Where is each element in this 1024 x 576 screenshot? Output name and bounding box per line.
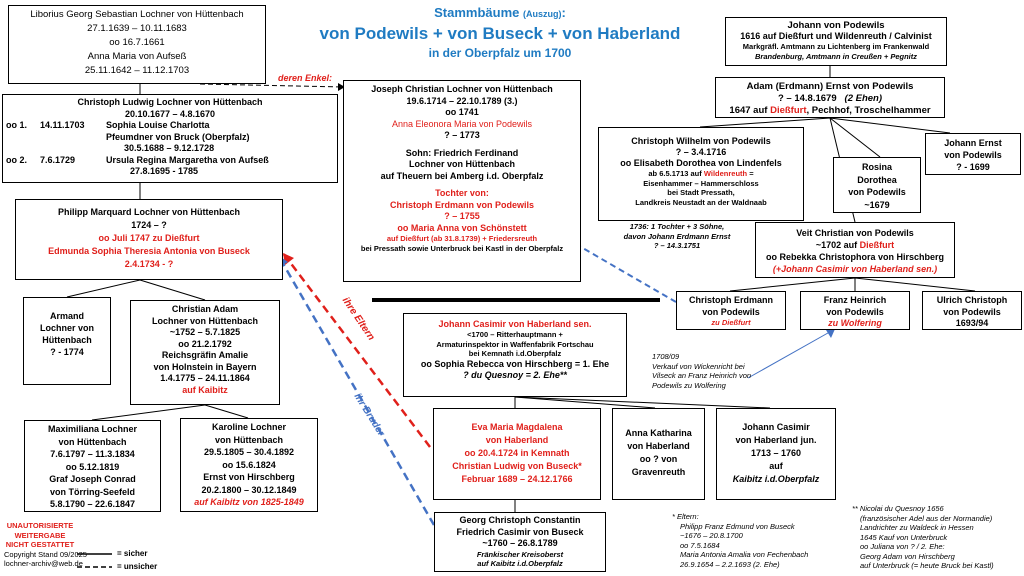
christian-adam-spouse-dates: 1.4.1775 – 24.11.1864 (160, 373, 250, 383)
m2-spouse: Ursula Regina Margaretha von Aufseß (106, 154, 269, 165)
karoline-marriage: oo 15.6.1824 (222, 459, 276, 470)
johann-podewils-seat: 1616 auf Dießfurt und Wildenreuth / Calvinist (740, 31, 932, 41)
karoline-spouse-dates: 20.2.1800 – 30.12.1849 (201, 484, 297, 495)
cw-seat-desc2: bei Stadt Pressath, (667, 188, 735, 197)
joseph-daughter-of: Tochter von: (435, 188, 489, 198)
johann-podewils-office2: Brandenburg, Amtmann in Creußen + Pegnitz (754, 51, 918, 61)
note-ts-2: davon Johann Erdmann Ernst (623, 231, 731, 241)
ce-line1: Christoph Erdmann (688, 295, 773, 305)
note-verkauf (652, 352, 751, 390)
christoph-ludwig-name: Christoph Ludwig Lochner von Hüttenbach (77, 97, 263, 107)
eva-line2: von Haberland (485, 435, 549, 445)
liborius-spouse-dates: 25.11.1642 – 11.12.1703 (84, 65, 190, 76)
box-christian-adam (130, 300, 280, 405)
christian-adam-spouse: Reichsgräfin Amalie (161, 350, 249, 360)
rosina-line3: von Podewils (848, 187, 906, 197)
karoline-seat: auf Kaibitz von 1825-1849 (194, 497, 304, 507)
joseph-dates: 19.6.1714 – 22.10.1789 (3.) (406, 95, 518, 106)
title-line1: Stammbäume (434, 5, 520, 20)
note-ts-3: ? – 14.3.1751 (653, 241, 701, 250)
line-adam-johannernst (830, 118, 950, 133)
box-joseph-christian (343, 80, 581, 282)
line-casimir-jun (515, 397, 770, 408)
note-nicolai (852, 504, 994, 571)
uc-line1: Ulrich Christoph (936, 295, 1008, 305)
johann-podewils-name: Johann von Podewils (787, 20, 885, 31)
cw-seat-eq: = (747, 169, 754, 178)
veit-name: Veit Christian von Podewils (796, 228, 914, 238)
box-johann-podewils (725, 17, 947, 66)
line-adam-christophw (700, 118, 830, 127)
note-eltern-2: Philipp Franz Edmund von Buseck (680, 521, 795, 531)
christoph-ludwig-dates: 20.10.1677 – 4.8.1670 (124, 108, 216, 119)
copyright-2: WEITERGABE (14, 530, 66, 540)
johann-ernst-dates: ? - 1699 (956, 162, 990, 172)
line-deren-enkel (200, 84, 345, 87)
adam-name: Adam (Erdmann) Ernst von Podewils (746, 81, 914, 92)
ak-spouse: Gravenreuth (631, 467, 686, 477)
ak-marriage: oo ? von (639, 454, 678, 464)
christian-adam-line2: Lochner von Hüttenbach (151, 315, 258, 326)
joseph-seat-note2: bei Pressath sowie Unterbruck bei Kastl in der Oberpfalz (360, 243, 564, 253)
fh-seat: zu Wolfering (828, 318, 882, 328)
note-nicolai-7: auf Unterbruck (= heute Bruck bei Kastl) (860, 561, 994, 570)
karoline-dates: 29.5.1805 – 30.4.1892 (203, 447, 295, 457)
maximiliana-line1: Maximiliana Lochner (47, 424, 138, 434)
note-eltern (672, 512, 808, 569)
maximiliana-spouse: Graf Joseph Conrad (49, 474, 136, 484)
cw-dates: ? – 3.4.1716 (675, 147, 727, 157)
note-nicolai-1: ** Nicolai du Quesnoy 1656 (852, 504, 944, 513)
jcj-line1: Johann Casimir (742, 422, 810, 432)
line-veit-christophe (730, 278, 855, 291)
gc-line2: Friedrich Casimir von Buseck (456, 526, 584, 537)
cw-seat-label: ab 6.5.1713 auf (648, 169, 702, 178)
title-colon: : (561, 5, 566, 20)
christian-adam-spouse2: von Holnstein in Bayern (153, 361, 257, 372)
liborius-marriage: oo 16.7.1661 (109, 37, 165, 48)
m1-dates: 30.5.1688 – 9.12.1728 (124, 143, 215, 153)
line-philipp-christian (140, 280, 205, 300)
karoline-spouse: Ernst von Hirschberg (203, 472, 295, 482)
joseph-father-in-law: Christoph Erdmann von Podewils (389, 199, 534, 210)
adam-year: 1647 auf (729, 105, 768, 116)
eva-marriage: oo 20.4.1724 in Kemnath (464, 448, 570, 458)
fh-line1: Franz Heinrich (823, 295, 887, 305)
note-verkauf-4: Podewils zu Wolfering (652, 380, 726, 390)
m1-label: oo 1. (6, 120, 28, 130)
note-ts-1: 1736: 1 Tochter + 3 Söhne, (629, 222, 725, 231)
note-eltern-3: ~1676 – 20.8.1700 (680, 531, 743, 540)
title-line2: von Podewils + von Buseck + von Haberland (319, 24, 681, 43)
box-johann-casimir-jun (716, 408, 836, 500)
cw-name: Christoph Wilhelm von Podewils (631, 136, 771, 146)
copyright-3: NICHT GESTATTET (5, 540, 75, 549)
title-line1-small: (Auszug) (523, 9, 562, 19)
veit-spouse-note: (+Johann Casimir von Haberland sen.) (772, 264, 938, 274)
eva-spouse-dates: Februar 1689 – 24.12.1766 (461, 474, 573, 484)
maximiliana-spouse2: von Törring-Seefeld (49, 486, 135, 497)
jcs-marriage2: ? du Quesnoy = 2. Ehe** (463, 369, 567, 380)
note-nicolai-6: Georg Adam von Hirschberg (860, 551, 955, 561)
jcs-office: <1700 – Ritterhauptmann + (467, 330, 563, 339)
adam-seats-more: , Pechhof, Troschelhammer (806, 105, 931, 116)
joseph-mother-in-law: oo Maria Anna von Schönstett (397, 222, 527, 233)
eva-line1: Eva Maria Magdalena (471, 422, 563, 432)
m1-spouse2: Pfeumdner von Bruck (Oberpfalz) (106, 131, 250, 142)
box-franz-heinrich (800, 291, 910, 330)
johann-ernst-line1: Johann Ernst (944, 138, 1002, 148)
note-tochter-soehne (606, 222, 748, 251)
ce-seat: zu Dießfurt (711, 318, 751, 327)
ce-line2: von Podewils (702, 306, 760, 317)
note-nicolai-2: (französischer Adel aus der Normandie) (860, 513, 993, 523)
philipp-marriage: oo Juli 1747 zu Dießfurt (98, 233, 200, 243)
philipp-dates: 1724 – ? (131, 220, 167, 230)
gc-office: Fränkischer Kreisoberst (476, 549, 564, 559)
joseph-spouse: Anna Eleonora Maria von Podewils (391, 118, 533, 129)
box-philipp (15, 199, 283, 280)
box-maximiliana (24, 420, 161, 512)
copyright-4: Copyright Stand 09/2025 (4, 549, 87, 559)
ak-line1: Anna Katharina (625, 428, 692, 438)
jcj-line2: von Haberland jun. (735, 435, 817, 445)
legend-sicher: = sicher (117, 549, 148, 558)
box-georg-christoph (434, 512, 606, 572)
liborius-spouse: Anna Maria von Aufseß (87, 51, 187, 62)
label-deren-enkel: deren Enkel: (278, 73, 333, 83)
liborius-dates: 27.1.1639 – 10.11.1683 (87, 23, 187, 34)
rosina-line2: Dorothea (857, 174, 897, 185)
box-rosina (833, 157, 921, 213)
line-verkauf (748, 329, 835, 378)
jcj-dates: 1713 – 1760 (750, 448, 802, 458)
label-ihr-bruder: ihr Bruder (351, 391, 387, 439)
box-adam-ernst (715, 77, 945, 118)
christian-adam-marriage: oo 21.2.1792 (178, 338, 232, 349)
note-verkauf-3: Vilseck an Franz Heinrich von (652, 371, 752, 380)
copyright-1: UNAUTORISIERTE (6, 521, 74, 530)
m2-label: oo 2. (6, 154, 28, 165)
box-johann-casimir-sen (403, 313, 627, 397)
adam-seat: Dießfurt (770, 105, 807, 116)
adam-dates: ? – 14.8.1679 (777, 93, 837, 104)
gc-seat: auf Kaibitz i.d.Oberpfalz (477, 559, 563, 568)
christian-adam-seat: auf Kaibitz (182, 384, 228, 395)
cw-seat-desc3: Landkreis Neustadt an der Waldnaab (635, 197, 767, 207)
maximiliana-line2: von Hüttenbach (58, 436, 127, 447)
eva-spouse: Christian Ludwig von Buseck* (452, 461, 582, 471)
fh-line2: von Podewils (826, 306, 884, 317)
gc-line1: Georg Christoph Constantin (459, 515, 581, 525)
box-christoph-erdmann (676, 291, 786, 330)
joseph-name: Joseph Christian Lochner von Hüttenbach (371, 84, 553, 94)
note-eltern-6: 26.9.1654 – 2.2.1693 (2. Ehe) (680, 559, 780, 569)
maximiliana-marriage: oo 5.12.1819 (65, 461, 120, 472)
johann-podewils-office: Markgräfl. Amtmann zu Lichtenberg im Frankenwald (742, 42, 930, 51)
philipp-name: Philipp Marquard Lochner von Hüttenbach (57, 207, 240, 217)
box-armand (23, 297, 111, 385)
armand-line2: Lochner von (39, 323, 94, 333)
cw-seat-desc: Eisenhammer – Hammerschloss (643, 178, 759, 188)
note-eltern-1: * Eltern: (672, 512, 699, 521)
box-christoph-wilhelm (598, 127, 804, 221)
rosina-line1: Rosina (861, 162, 892, 172)
label-ihre-eltern: ihre Eltern (339, 295, 377, 343)
note-nicolai-5: oo Juliana von ? / 2. Ehe: (860, 542, 945, 551)
jcj-seat: Kaibitz i.d.Oberpfalz (732, 474, 820, 484)
title-line3: in der Oberpfalz um 1700 (428, 46, 572, 60)
line-veit-ulrich (855, 278, 975, 291)
karoline-line2: von Hüttenbach (214, 434, 283, 445)
gc-dates: ~1760 – 26.8.1789 (482, 538, 558, 548)
box-eva-maria (433, 408, 601, 500)
joseph-seat-note: auf Dießfurt (ab 31.8.1739) + Friedersreuth (386, 234, 538, 243)
joseph-marriage: oo 1741 (445, 107, 479, 117)
philipp-spouse-dates: 2.4.1734 - ? (124, 259, 174, 269)
jcs-name: Johann Casimir von Haberland sen. (438, 319, 592, 329)
philipp-spouse: Edmunda Sophia Theresia Antonia von Buseck (48, 246, 250, 256)
jcj-auf: auf (769, 461, 783, 471)
copyright-5: lochner-archiv@web.de (4, 559, 83, 568)
joseph-son-seat: auf Theuern bei Amberg i.d. Oberpfalz (380, 170, 544, 181)
note-eltern-5: Maria Antonia Amalia von Fechenbach (680, 550, 809, 559)
cw-seat: Wildenreuth (703, 169, 748, 178)
johann-ernst-line2: von Podewils (944, 150, 1002, 160)
note-verkauf-1: 1708/09 (652, 352, 680, 361)
m2-dates: 27.8.1695 - 1785 (130, 166, 199, 176)
veit-spouse: oo Rebekka Christophora von Hirschberg (765, 252, 945, 262)
line-philipp-armand (67, 280, 140, 297)
joseph-spouse-dates: ? – 1773 (444, 130, 480, 140)
m2-date: 7.6.1729 (40, 154, 76, 165)
adam-marriages: (2 Ehen) (844, 93, 883, 104)
m1-spouse: Sophia Louise Charlotta (106, 120, 210, 130)
joseph-father-in-law-dates: ? – 1755 (444, 211, 480, 221)
box-ulrich-christoph (922, 291, 1022, 330)
ak-line2: von Haberland (627, 441, 690, 451)
christian-adam-line1: Christian Adam (171, 304, 239, 314)
armand-line1: Armand (49, 311, 84, 321)
rosina-dates: ~1679 (864, 199, 890, 210)
box-anna-katharina (612, 408, 705, 500)
legend-unsicher: = unsicher (117, 562, 158, 571)
note-nicolai-4: 1645 Kauf von Unterbruck (860, 532, 948, 542)
veit-dates: ~1702 auf (815, 240, 858, 250)
jcs-office2: Armaturinspektor in Waffenfabrik Fortschau (436, 339, 594, 349)
veit-seat: Dießfurt (859, 240, 895, 250)
copyright-block (4, 521, 87, 569)
box-veit-christian (755, 222, 955, 278)
note-verkauf-2: Verkauf von Wickenricht bei (652, 361, 745, 371)
uc-line2: von Podewils (943, 306, 1001, 317)
maximiliana-spouse-dates: 5.8.1790 – 22.6.1847 (49, 499, 136, 509)
box-christoph-ludwig (2, 94, 338, 183)
jcs-office3: bei Kemnath i.d.Oberpfalz (468, 349, 562, 358)
box-liborius (8, 5, 266, 84)
box-karoline (180, 418, 318, 512)
armand-line3: Hüttenbach (42, 335, 92, 345)
joseph-son-name: Lochner von Hüttenbach (408, 159, 515, 169)
armand-dates: ? - 1774 (50, 347, 84, 357)
line-christian-karoline (205, 405, 248, 418)
christian-adam-dates: ~1752 – 5.7.1825 (169, 327, 241, 337)
box-johann-ernst (925, 133, 1021, 175)
liborius-name: Liborius Georg Sebastian Lochner von Hüttenbach (30, 9, 244, 20)
cw-spouse: oo Elisabeth Dorothea von Lindenfels (620, 158, 782, 168)
note-nicolai-3: Landrichter zu Waldeck in Hessen (860, 523, 974, 532)
jcs-marriage1: oo Sophia Rebecca von Hirschberg = 1. Ehe (420, 358, 610, 369)
m1-date: 14.11.1703 (40, 120, 85, 130)
uc-dates: 1693/94 (955, 318, 989, 328)
karoline-line1: Karoline Lochner (211, 422, 286, 432)
joseph-son-label: Sohn: Friedrich Ferdinand (405, 147, 519, 158)
maximiliana-dates: 7.6.1797 – 11.3.1834 (50, 449, 135, 459)
note-eltern-4: oo 7.5.1684 (680, 540, 720, 550)
